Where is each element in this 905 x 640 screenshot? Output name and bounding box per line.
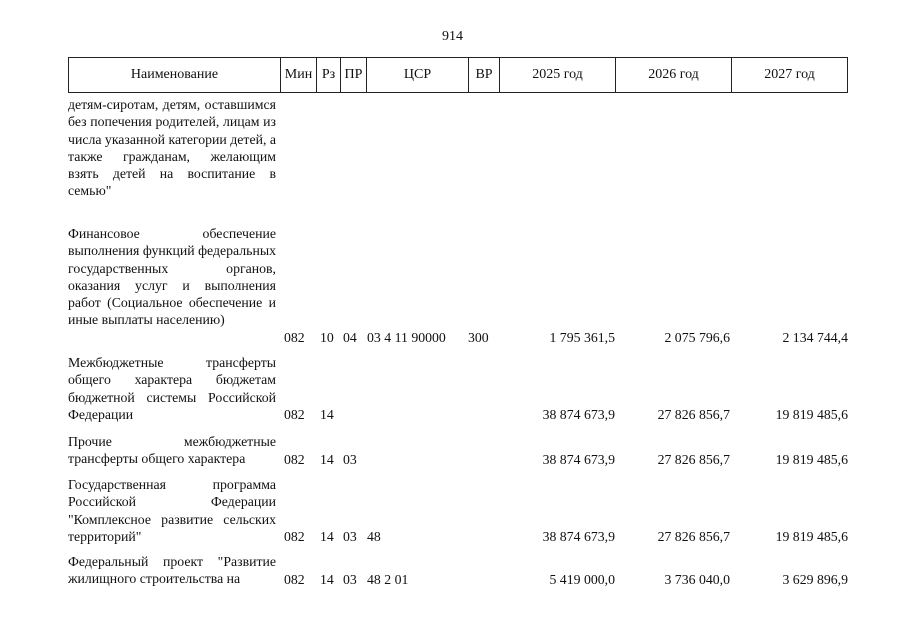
row-pr: 03 xyxy=(343,528,357,544)
row-vr: 300 xyxy=(468,329,489,345)
header-pr: ПР xyxy=(341,58,367,92)
table-row xyxy=(68,553,848,588)
row-name: Государственная программа Российской Федерации "Комплексное развитие сельских территорий" xyxy=(68,477,276,544)
header-2027: 2027 год xyxy=(764,67,815,82)
header-2025: 2025 год xyxy=(500,58,616,92)
page-number: 914 xyxy=(442,29,463,44)
table-row xyxy=(68,476,848,545)
header-2026: 2026 год xyxy=(616,58,732,92)
row-2025: 5 419 000,0 xyxy=(549,571,615,587)
row-2027: 3 629 896,9 xyxy=(782,571,848,587)
row-csr: 48 xyxy=(367,528,381,544)
row-pr: 03 xyxy=(343,571,357,587)
row-rz: 10 xyxy=(320,329,334,345)
table-row xyxy=(68,433,848,468)
header-rz: Рз xyxy=(317,58,341,92)
header-name: Наименование xyxy=(69,58,281,92)
table-row xyxy=(68,225,848,346)
row-name: Федеральный проект "Развитие жилищного строительства на xyxy=(68,554,276,587)
row-name: Прочие межбюджетные трансферты общего характера xyxy=(68,434,276,467)
row-2026: 27 826 856,7 xyxy=(657,528,730,544)
row-2025: 38 874 673,9 xyxy=(542,406,615,422)
header-min: Мин xyxy=(281,58,317,92)
row-min: 082 xyxy=(284,329,305,345)
row-min: 082 xyxy=(284,571,305,587)
row-min: 082 xyxy=(284,406,305,422)
row-name: детям-сиротам, детям, оставшимся без попечения родителей, лицам из числа указанной категории детей, а также гражданам, желающим взять детей на воспитание в семью" xyxy=(68,97,276,199)
row-name: Межбюджетные трансферты общего характера бюджетам бюджетной системы Российской Федерации xyxy=(68,355,276,422)
row-name: Финансовое обеспечение выполнения функций федеральных государственных органов, оказания услуг и выполнения работ (Социальное обеспечение и иные выплаты населению) xyxy=(68,226,276,328)
row-2027: 19 819 485,6 xyxy=(775,528,848,544)
row-rz: 14 xyxy=(320,451,334,467)
row-pr: 04 xyxy=(343,329,357,345)
row-rz: 14 xyxy=(320,528,334,544)
row-2027: 2 134 744,4 xyxy=(782,329,848,345)
row-2026: 3 736 040,0 xyxy=(664,571,730,587)
row-2027: 19 819 485,6 xyxy=(775,451,848,467)
row-2026: 2 075 796,6 xyxy=(664,329,730,345)
row-csr: 48 2 01 xyxy=(367,571,409,587)
row-min: 082 xyxy=(284,528,305,544)
row-rz: 14 xyxy=(320,571,334,587)
row-2026: 27 826 856,7 xyxy=(657,406,730,422)
table-row xyxy=(68,354,848,423)
row-min: 082 xyxy=(284,451,305,467)
row-pr: 03 xyxy=(343,451,357,467)
row-2025: 38 874 673,9 xyxy=(542,451,615,467)
table-row xyxy=(68,96,848,217)
row-rz: 14 xyxy=(320,406,334,422)
row-2025: 1 795 361,5 xyxy=(549,329,615,345)
table-header xyxy=(68,57,848,93)
row-csr: 03 4 11 90000 xyxy=(367,329,446,345)
header-csr: ЦСР xyxy=(367,58,469,92)
row-2025: 38 874 673,9 xyxy=(542,528,615,544)
row-2026: 27 826 856,7 xyxy=(657,451,730,467)
row-2027: 19 819 485,6 xyxy=(775,406,848,422)
header-vr: ВР xyxy=(469,58,500,92)
